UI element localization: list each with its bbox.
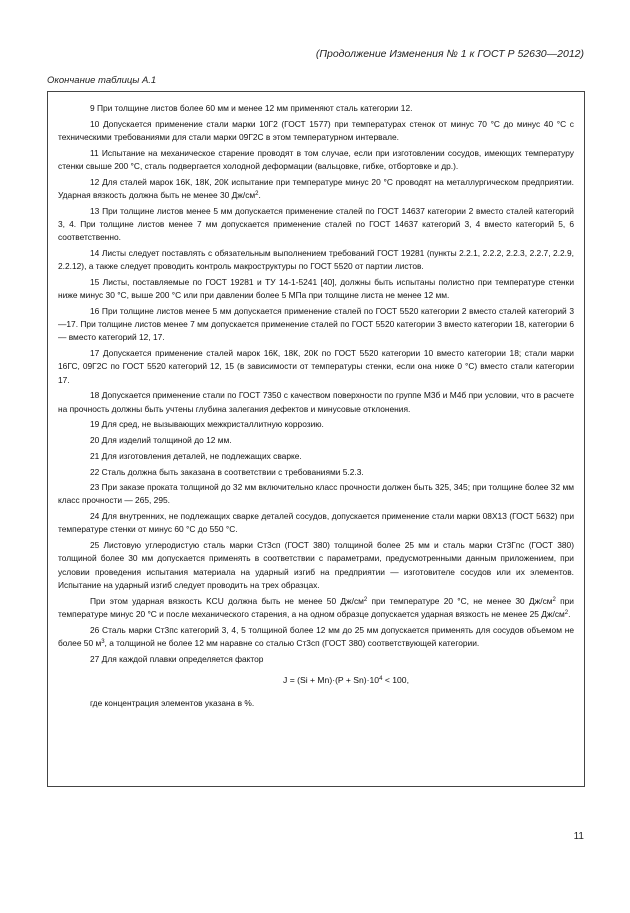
note-19: 19 Для сред, не вызывающих межкристаллитную коррозию. [90,419,324,430]
document-header: (Продолжение Изменения № 1 к ГОСТ Р 52630—2012) [315,48,584,60]
note-14: 14 Листы следует поставлять с обязательным выполнением требований ГОСТ 19281 (пункты 2.2.1, 2.2.2, 2.2.3, 2.2.7, 2.2.9, 2.2.12), а также следует проводить контроль макроструктуры по ГОСТ 5520 от партии листов. [58,247,574,272]
note-27: 27 Для каждой плавки определяется фактор [90,653,264,664]
note-21: 21 Для изготовления деталей, не подлежащих сварке. [90,450,302,461]
note-25: 25 Листовую углеродистую сталь марки Ст3сп (ГОСТ 380) толщиной более 25 мм и сталь марки Ст3Гпс (ГОСТ 380) толщиной более 30 мм допускается применять в соответствии с параметрами, предусмотренными данным приложением, при условии проведения испытания материала на ударный изгиб на предприятии — изготовителе сосудов или их элементов. Испытание на ударный изгиб следует проводить на трех образцах. [58,540,574,591]
note-17: 17 Допускается применение сталей марок 16К, 18К, 20К по ГОСТ 5520 категории 10 вместо категории 18; стали марки 16ГС, 09Г2С по ГОСТ 5520 категорий 12, 15 (в зависимости от температуры стенки, если она ниже 0 °С) вместо стали категории 17. [58,348,574,385]
note-10: 10 Допускается применение стали марки 10Г2 (ГОСТ 1577) при температурах стенок от минус 70 °С до минус 40 °С с техническими требованиями для стали марки 09Г2С в этом температурном интервале. [58,118,574,142]
note-20: 20 Для изделий толщиной до 12 мм. [90,435,232,446]
note-11: 11 Испытание на механическое старение проводят в том случае, если при изготовлении сосудов, имеющих температуру стенки свыше 200 °С, сталь подвергается холодной деформации (вальцовке, гибке, отбортовке и др.). [58,147,574,171]
note-24: 24 Для внутренних, не подлежащих сварке деталей сосудов, допускается применение стали марки 08Х13 (ГОСТ 5632) при температуре стенки от минус 60 °С до 550 °С. [58,511,574,535]
formula: $J = (Si + Mn)\cdot(P + Sn)\cdot 10^4 < 100$, [283,675,409,685]
note-15: 15 Листы, поставляемые по ГОСТ 19281 и ТУ 14-1-5241 [40], должны быть испытаны полистно при температуре стенки ниже минус 30 °С, выше 200 °С или при давлении более 5 МПа при толщине листа не менее 12 мм. [58,276,574,301]
note-13: 13 При толщине листов менее 5 мм допускается применение сталей по ГОСТ 14637 категории 2 вместо сталей категорий 3, 4. При толщине листов менее 7 мм допускается применение сталей по ГОСТ 14637 категорий 3, 4 вместо категорий 5, 6 соответственно. [58,205,574,243]
note-16: 16 При толщине листов менее 5 мм допускается применение сталей по ГОСТ 5520 категории 2 вместо сталей категорий 3—17. При толщине листов менее 7 мм допускается применение сталей по ГОСТ 5520 категории 3 вместо категории 18, категории 6 — вместо категорий 12, 17. [58,305,574,343]
table-caption: Окончание таблицы А.1 [47,75,157,86]
note-9: 9 При толщине листов более 60 мм и менее 12 мм применяют сталь категории 12. [90,103,413,113]
note-25-continuation: При этом ударная вязкость KCU должна быть не менее 50 $Дж/см^2$ при температуре 20 °С, не менее 30 $Дж/см^2$ при температуре минус 20 °С и после механического старения, а на одном образце допускается ударная вязкость не менее 25 $Дж/см^2$. [58,595,574,620]
page-number: 11 [573,831,584,842]
note-22: 22 Сталь должна быть заказана в соответствии с требованиями 5.2.3. [90,466,364,477]
note-26: 26 Сталь марки Ст3пс категорий 3, 4, 5 толщиной более 12 мм до 25 мм допускается применять для сосудов объемом не более 50 $м^3$, а толщиной не более 12 мм наравне со сталью Ст3сп (ГОСТ 380) соответствующей категории. [58,624,574,649]
notes-table-frame [47,91,585,787]
note-18: 18 Допускается применение стали по ГОСТ 7350 с качеством поверхности по группе М3б и М4б при условии, что в расчете на прочность должны быть учтены глубина залегания дефектов и минусовые отклонения. [58,390,574,414]
note-23: 23 При заказе проката толщиной до 32 мм включительно класс прочности должен быть 325, 345; при толщине более 32 мм класс прочности — 265, 295. [58,482,574,506]
formula-explanation: где концентрация элементов указана в %. [90,698,255,708]
note-12: 12 Для сталей марок 16К, 18К, 20К испытание при температуре минус 20 °С проводят на металлургическом предприятии. Ударная вязкость должна быть не менее 30 $Дж/см^2$. [58,176,574,200]
